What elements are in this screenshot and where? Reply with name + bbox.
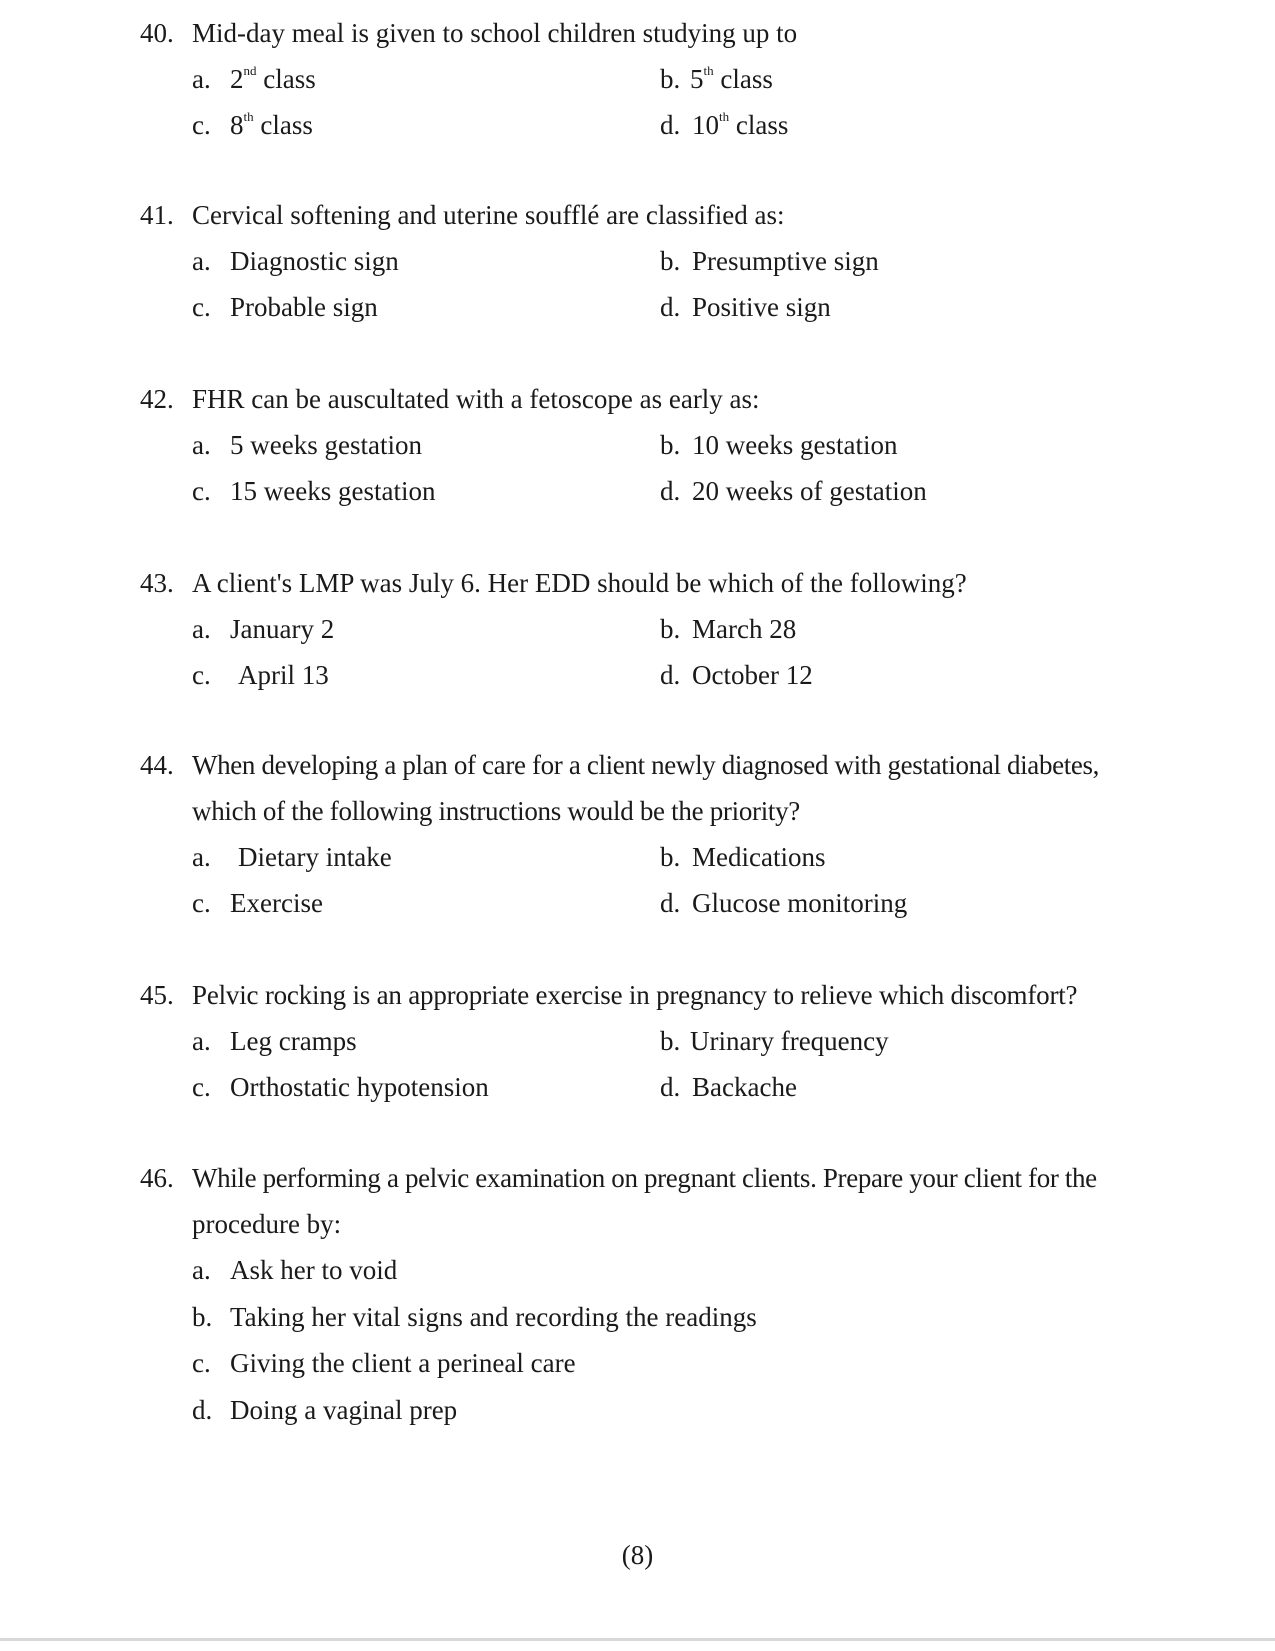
option-letter: a. <box>192 246 211 276</box>
option-b <box>660 56 773 102</box>
question-text: Cervical softening and uterine soufflé are classified as: <box>192 200 785 230</box>
option-a <box>192 834 392 880</box>
question-stem <box>140 560 1200 606</box>
option-text: Doing a vaginal prep <box>230 1394 458 1425</box>
option-text: Diagnostic sign <box>230 246 399 276</box>
option-a <box>192 1018 357 1064</box>
option-a <box>140 1247 1200 1294</box>
option-b <box>660 606 796 652</box>
options <box>140 56 1200 148</box>
option-text: Ask her to void <box>230 1255 398 1285</box>
option-text: class <box>253 110 313 140</box>
option-a <box>192 606 334 652</box>
option-letter: c. <box>192 1072 211 1102</box>
option-b <box>660 238 879 284</box>
question-stem <box>140 376 1200 422</box>
question-text: FHR can be auscultated with a fetoscope as early as: <box>192 384 760 414</box>
question-42 <box>140 376 1200 514</box>
option-text: Probable sign <box>230 292 378 322</box>
question-stem <box>140 10 1200 56</box>
option-letter: c. <box>192 110 211 140</box>
question-stem <box>140 192 1200 238</box>
option-letter: b. <box>660 246 681 276</box>
option-letter: d. <box>192 1394 213 1425</box>
option-text: January 2 <box>230 614 335 644</box>
option-letter: a. <box>192 1026 211 1056</box>
option-letter: c. <box>192 292 211 322</box>
page-number: (8) <box>621 1540 654 1570</box>
option-ordinal: nd <box>243 63 257 78</box>
option-text: 20 weeks of gestation <box>692 476 927 506</box>
options <box>140 834 1200 926</box>
question-number: 44. <box>140 750 174 780</box>
options <box>140 238 1200 330</box>
question-stem <box>140 1155 1200 1201</box>
option-letter: d. <box>660 476 681 506</box>
option-c <box>192 652 329 698</box>
option-a <box>192 422 422 468</box>
options <box>140 1018 1200 1110</box>
option-text: Leg cramps <box>230 1026 357 1056</box>
option-letter: b. <box>660 614 681 644</box>
question-text-continued: which of the following instructions would be the priority? <box>192 796 800 826</box>
option-d <box>660 1064 797 1110</box>
option-b <box>660 834 825 880</box>
option-a <box>192 56 316 102</box>
option-ordinal: th <box>243 109 254 124</box>
option-a <box>192 238 399 284</box>
option-text: October 12 <box>692 660 813 690</box>
option-text: 15 weeks gestation <box>230 476 436 506</box>
option-text: Medications <box>692 842 826 872</box>
option-letter: a. <box>192 1255 211 1285</box>
option-number: 8 <box>230 110 244 140</box>
question-text: While performing a pelvic examination on pregnant clients. Prepare your client for the <box>192 1163 1097 1193</box>
option-text: Orthostatic hypotension <box>230 1072 489 1102</box>
option-c <box>140 1340 1200 1387</box>
option-letter: b. <box>660 64 681 94</box>
option-letter: c. <box>192 476 211 506</box>
option-text: Urinary frequency <box>690 1026 889 1056</box>
option-letter: b. <box>660 842 681 872</box>
option-letter: d. <box>660 110 681 140</box>
question-number: 45. <box>140 980 174 1010</box>
option-ordinal: th <box>703 63 714 78</box>
option-c <box>192 1064 489 1110</box>
option-text: March 28 <box>692 614 797 644</box>
page-bottom-edge <box>0 1638 1275 1641</box>
option-text: Taking her vital signs and recording the readings <box>230 1301 757 1332</box>
option-letter: a. <box>192 842 211 872</box>
option-b <box>660 422 897 468</box>
option-text: Backache <box>692 1072 797 1102</box>
option-d <box>660 880 907 926</box>
question-number: 41. <box>140 200 174 230</box>
question-text: Mid-day meal is given to school children studying up to <box>192 18 798 48</box>
question-number: 42. <box>140 384 174 414</box>
question-stem <box>140 972 1200 1018</box>
option-text: Dietary intake <box>238 842 392 872</box>
option-text: 10 weeks gestation <box>692 430 898 460</box>
options <box>140 1247 1200 1433</box>
option-number: 2 <box>230 64 244 94</box>
options <box>140 606 1200 698</box>
question-text: When developing a plan of care for a client newly diagnosed with gestational diabetes, <box>192 750 1100 780</box>
option-c <box>192 284 378 330</box>
question-text: A client's LMP was July 6. Her EDD should be which of the following? <box>192 568 967 598</box>
option-text: Giving the client a perineal care <box>230 1348 576 1378</box>
question-text: Pelvic rocking is an appropriate exercise in pregnancy to relieve which discomfort? <box>192 980 1078 1010</box>
question-45 <box>140 972 1200 1110</box>
option-text: Positive sign <box>692 292 831 322</box>
option-letter: a. <box>192 614 211 644</box>
option-letter: b. <box>660 1026 681 1056</box>
question-43 <box>140 560 1200 698</box>
option-letter: d. <box>660 1072 681 1102</box>
option-letter: a. <box>192 64 211 94</box>
option-text: class <box>729 110 789 140</box>
option-c <box>192 468 435 514</box>
option-text: Presumptive sign <box>692 246 879 276</box>
option-letter: d. <box>660 660 681 690</box>
option-text: Exercise <box>230 888 323 918</box>
option-d <box>140 1387 1200 1434</box>
option-letter: c. <box>192 660 211 690</box>
question-number: 46. <box>140 1163 174 1193</box>
options <box>140 422 1200 514</box>
option-c <box>192 102 313 148</box>
option-d <box>660 102 788 148</box>
question-stem <box>140 742 1200 788</box>
option-text: 5 weeks gestation <box>230 430 422 460</box>
question-44 <box>140 742 1200 926</box>
option-c <box>192 880 323 926</box>
option-letter: c. <box>192 1348 211 1378</box>
option-ordinal: th <box>719 109 730 124</box>
question-text-continued: procedure by: <box>192 1209 342 1239</box>
option-number: 5 <box>690 64 704 94</box>
option-b <box>660 1018 889 1064</box>
option-d <box>660 284 831 330</box>
option-letter: d. <box>660 292 681 322</box>
option-d <box>660 468 927 514</box>
question-number: 40. <box>140 18 174 48</box>
option-number: 10 <box>692 110 719 140</box>
option-letter: d. <box>660 888 681 918</box>
question-number: 43. <box>140 568 174 598</box>
option-text: April 13 <box>238 660 329 690</box>
option-letter: c. <box>192 888 211 918</box>
option-letter: a. <box>192 430 211 460</box>
question-41 <box>140 192 1200 330</box>
option-letter: b. <box>660 430 681 460</box>
option-d <box>660 652 813 698</box>
question-46 <box>140 1155 1200 1433</box>
option-text: Glucose monitoring <box>692 888 908 918</box>
question-40 <box>140 10 1200 148</box>
option-b <box>140 1294 1200 1341</box>
option-text: class <box>713 64 773 94</box>
option-letter: b. <box>192 1301 213 1332</box>
option-text: class <box>256 64 316 94</box>
